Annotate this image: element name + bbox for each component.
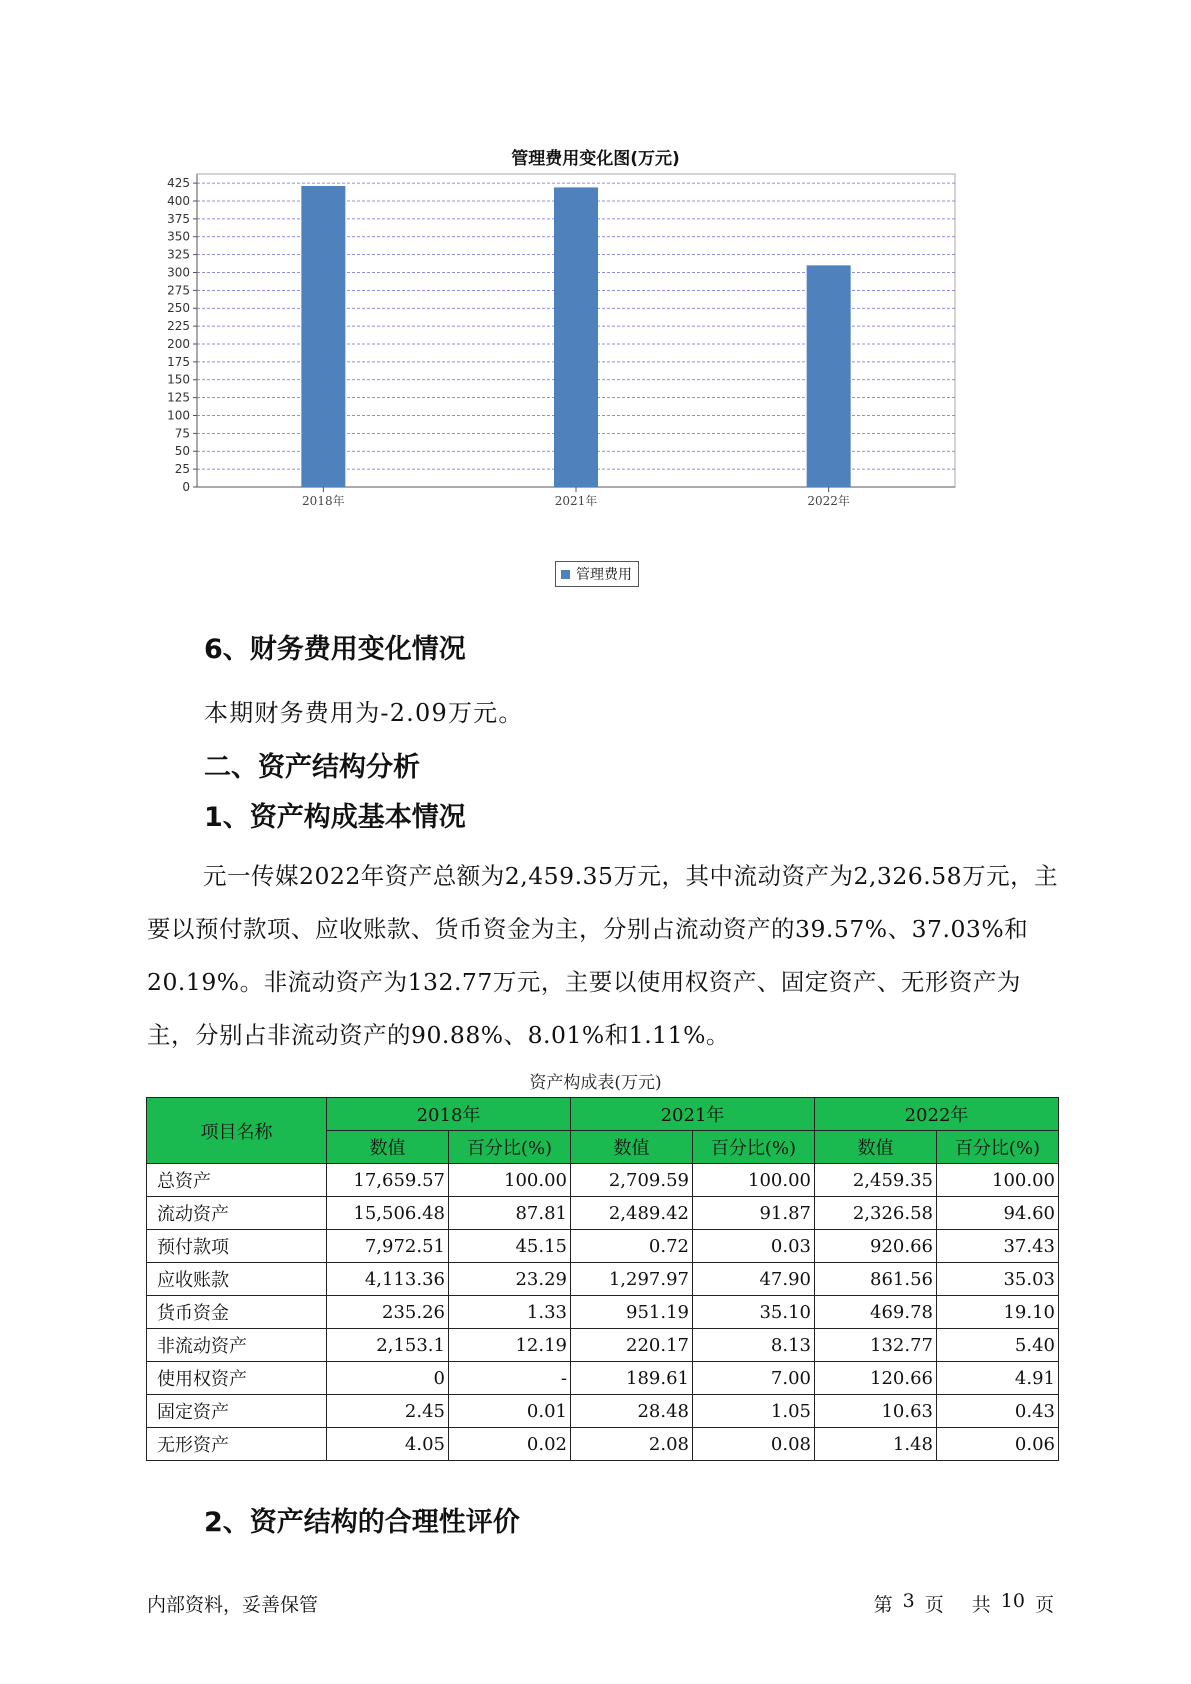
value-cell: 15,506.48 [327, 1197, 449, 1230]
value-cell: 951.19 [571, 1296, 693, 1329]
y-tick-label: 100 [167, 408, 190, 423]
table-row [147, 1395, 1059, 1428]
header-percent: 百分比(%) [937, 1131, 1059, 1164]
y-tick-label: 350 [167, 229, 190, 244]
percent-cell: 0.01 [449, 1395, 571, 1428]
value-cell: 2,709.59 [571, 1164, 693, 1197]
header-year: 2018年 [327, 1098, 571, 1131]
value-cell: 469.78 [815, 1296, 937, 1329]
percent-cell: - [449, 1362, 571, 1395]
value-cell: 2.08 [571, 1428, 693, 1461]
legend-label: 管理费用 [576, 567, 632, 583]
bar [554, 187, 598, 487]
value-cell: 189.61 [571, 1362, 693, 1395]
footer-confidential-note: 内部资料，妥善保管 [147, 1594, 319, 1616]
value-cell: 2,489.42 [571, 1197, 693, 1230]
asset-summary-text: 元一传媒2022年资产总额为2,459.35万元，其中流动资产为2,326.58万元，主要以预付款项、应收账款、货币资金为主，分别占流动资产的39.57%、37.03%和20.19%。非流动资产为132.77万元，主要以使用权资产、固定资产、无形资产为主，分别占非流动资产的90.88%、8.01%和1.11%。 [147, 862, 1059, 1049]
y-tick-label: 325 [167, 247, 190, 262]
value-cell: 920.66 [815, 1230, 937, 1263]
y-tick-label: 25 [174, 462, 190, 477]
value-cell: 1.48 [815, 1428, 937, 1461]
table-row [147, 1230, 1059, 1263]
header-value: 数值 [327, 1131, 449, 1164]
section-heading-2: 2、资产结构的合理性评价 [204, 1507, 520, 1538]
percent-cell: 37.43 [937, 1230, 1059, 1263]
table-row [147, 1428, 1059, 1461]
y-tick-label: 425 [167, 176, 190, 191]
value-cell: 17,659.57 [327, 1164, 449, 1197]
footer-page-number [874, 1590, 1054, 1617]
percent-cell: 35.10 [693, 1296, 815, 1329]
percent-cell: 100.00 [937, 1164, 1059, 1197]
total-prefix: 共 [971, 1594, 991, 1616]
row-label: 总资产 [147, 1164, 327, 1197]
value-cell: 28.48 [571, 1395, 693, 1428]
value-cell: 235.26 [327, 1296, 449, 1329]
percent-cell: 45.15 [449, 1230, 571, 1263]
y-tick-label: 75 [174, 426, 190, 441]
value-cell: 2.45 [327, 1395, 449, 1428]
percent-cell: 94.60 [937, 1197, 1059, 1230]
value-cell: 10.63 [815, 1395, 937, 1428]
header-value: 数值 [571, 1131, 693, 1164]
x-tick-label: 2018年 [302, 494, 345, 508]
value-cell: 2,326.58 [815, 1197, 937, 1230]
row-label: 无形资产 [147, 1428, 327, 1461]
percent-cell: 0.06 [937, 1428, 1059, 1461]
percent-cell: 5.40 [937, 1329, 1059, 1362]
chart-legend [555, 561, 639, 587]
table-row [147, 1296, 1059, 1329]
percent-cell: 0.43 [937, 1395, 1059, 1428]
row-label: 预付款项 [147, 1230, 327, 1263]
table-row [147, 1329, 1059, 1362]
value-cell: 220.17 [571, 1329, 693, 1362]
value-cell: 0 [327, 1362, 449, 1395]
section-heading-1: 1、资产构成基本情况 [204, 802, 466, 833]
legend-swatch [561, 570, 570, 579]
total-suffix: 页 [1034, 1594, 1054, 1616]
section-text-6: 本期财务费用为-2.09万元。 [204, 699, 524, 727]
header-item-name: 项目名称 [147, 1098, 327, 1164]
percent-cell: 1.05 [693, 1395, 815, 1428]
percent-cell: 35.03 [937, 1263, 1059, 1296]
header-percent: 百分比(%) [449, 1131, 571, 1164]
y-tick-label: 225 [167, 319, 190, 334]
percent-cell: 87.81 [449, 1197, 571, 1230]
row-label: 货币资金 [147, 1296, 327, 1329]
percent-cell: 8.13 [693, 1329, 815, 1362]
row-label: 使用权资产 [147, 1362, 327, 1395]
percent-cell: 0.03 [693, 1230, 815, 1263]
chart-title: 管理费用变化图(万元) [511, 149, 680, 169]
y-tick-label: 250 [167, 301, 190, 316]
page-number: 3 [902, 1590, 915, 1612]
value-cell: 120.66 [815, 1362, 937, 1395]
percent-cell: 100.00 [449, 1164, 571, 1197]
value-cell: 132.77 [815, 1329, 937, 1362]
y-tick-label: 125 [167, 390, 190, 405]
total-pages: 10 [1000, 1590, 1025, 1612]
percent-cell: 0.08 [693, 1428, 815, 1461]
percent-cell: 7.00 [693, 1362, 815, 1395]
table-caption: 资产构成表(万元) [529, 1073, 662, 1093]
row-label: 应收账款 [147, 1263, 327, 1296]
percent-cell: 100.00 [693, 1164, 815, 1197]
percent-cell: 12.19 [449, 1329, 571, 1362]
part-heading-2: 二、资产结构分析 [204, 752, 420, 783]
percent-cell: 23.29 [449, 1263, 571, 1296]
value-cell: 861.56 [815, 1263, 937, 1296]
percent-cell: 91.87 [693, 1197, 815, 1230]
row-label: 非流动资产 [147, 1329, 327, 1362]
y-tick-label: 375 [167, 211, 190, 226]
value-cell: 1,297.97 [571, 1263, 693, 1296]
table-row [147, 1197, 1059, 1230]
x-tick-label: 2022年 [807, 494, 850, 508]
value-cell: 0.72 [571, 1230, 693, 1263]
y-tick-label: 150 [167, 372, 190, 387]
x-tick-label: 2021年 [554, 494, 598, 508]
percent-cell: 0.02 [449, 1428, 571, 1461]
table-row [147, 1263, 1059, 1296]
value-cell: 2,459.35 [815, 1164, 937, 1197]
header-year: 2022年 [815, 1098, 1059, 1131]
header-year: 2021年 [571, 1098, 815, 1131]
value-cell: 4,113.36 [327, 1263, 449, 1296]
page-prefix: 第 [873, 1594, 893, 1616]
asset-composition-table [146, 1097, 1059, 1461]
y-tick-label: 200 [167, 336, 190, 351]
section-heading-6: 6、财务费用变化情况 [204, 634, 466, 665]
percent-cell: 1.33 [449, 1296, 571, 1329]
value-cell: 2,153.1 [327, 1329, 449, 1362]
asset-summary-paragraph [147, 850, 1067, 1062]
y-tick-label: 300 [167, 265, 190, 280]
value-cell: 7,972.51 [327, 1230, 449, 1263]
row-label: 固定资产 [147, 1395, 327, 1428]
table-row [147, 1164, 1059, 1197]
percent-cell: 19.10 [937, 1296, 1059, 1329]
percent-cell: 4.91 [937, 1362, 1059, 1395]
header-value: 数值 [815, 1131, 937, 1164]
y-tick-label: 175 [167, 354, 190, 369]
y-tick-label: 400 [167, 193, 190, 208]
y-tick-label: 0 [182, 480, 190, 494]
bar [301, 186, 345, 487]
value-cell: 4.05 [327, 1428, 449, 1461]
bar [807, 265, 851, 487]
row-label: 流动资产 [147, 1197, 327, 1230]
bar-chart [0, 0, 1191, 600]
header-percent: 百分比(%) [693, 1131, 815, 1164]
y-tick-label: 50 [174, 444, 190, 459]
page-suffix: 页 [924, 1594, 944, 1616]
table-row [147, 1362, 1059, 1395]
percent-cell: 47.90 [693, 1263, 815, 1296]
y-tick-label: 275 [167, 283, 190, 298]
